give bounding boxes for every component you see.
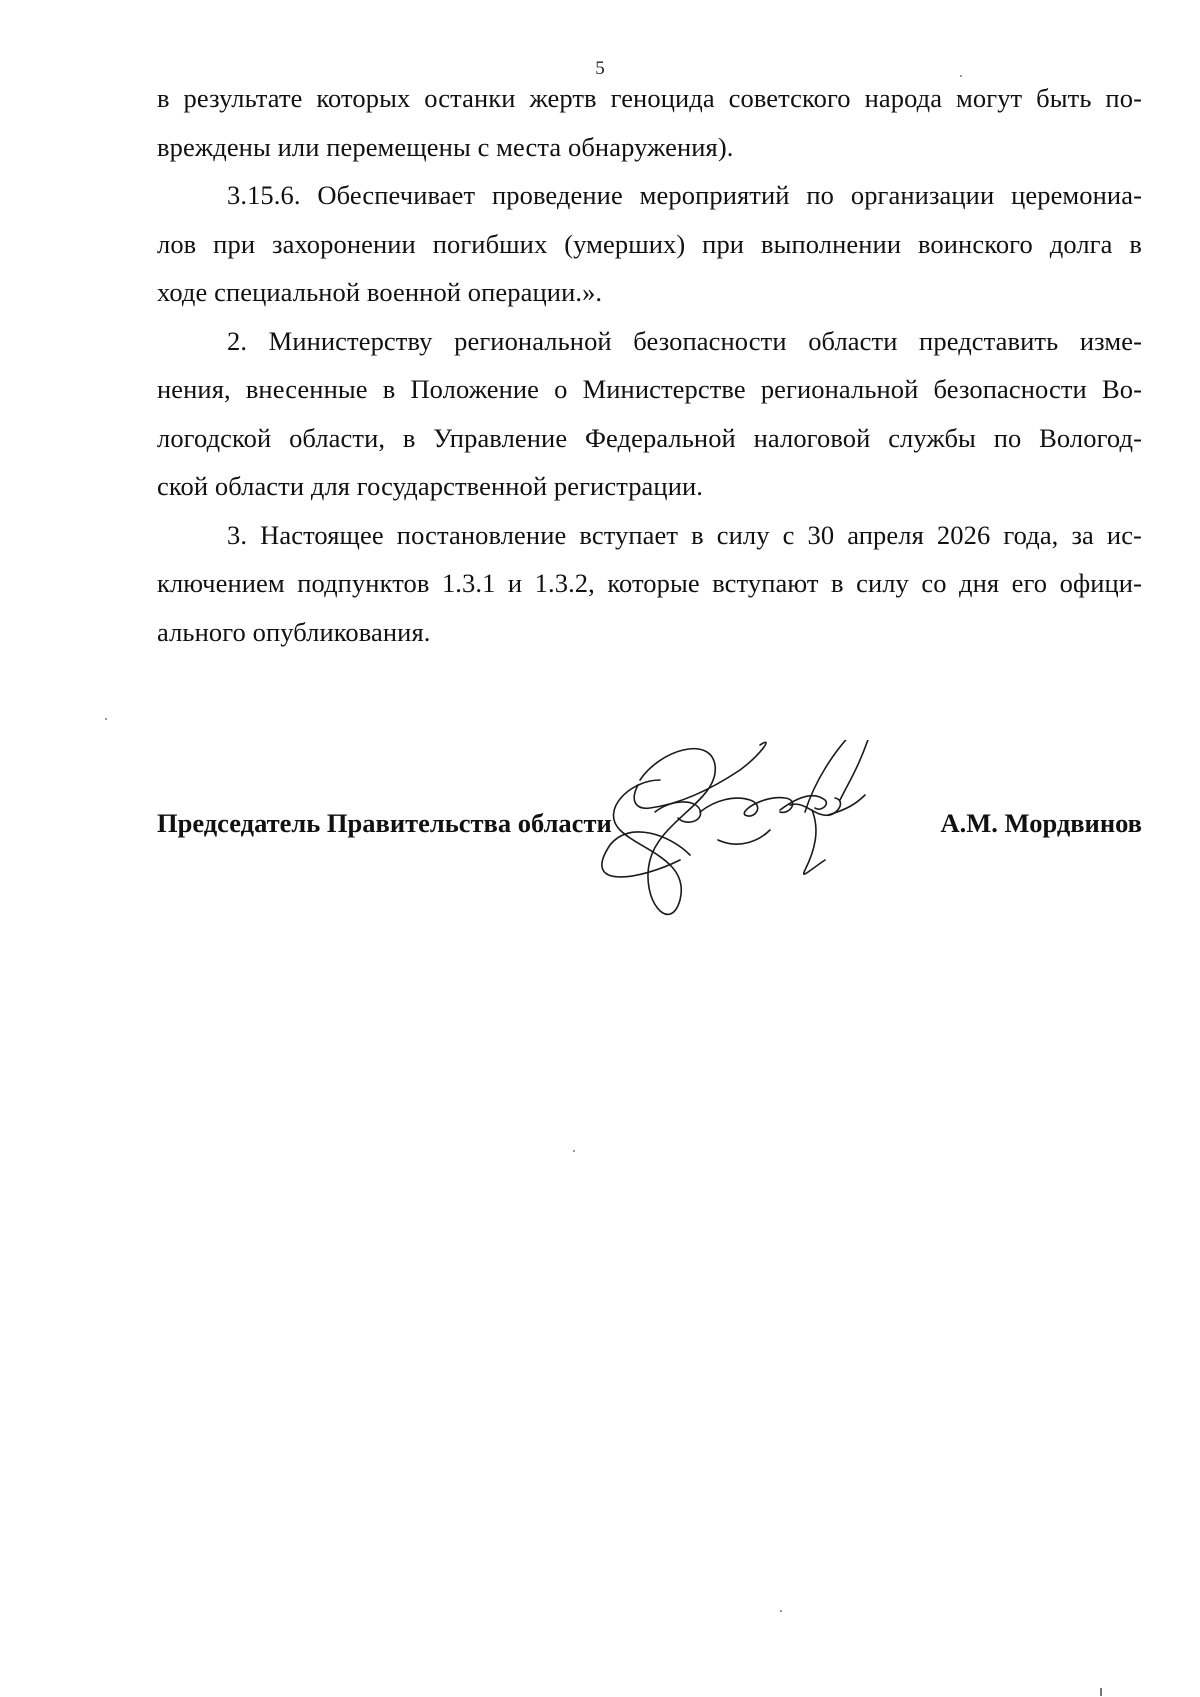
body-line: ской области для государственной регистрации. xyxy=(157,471,703,501)
body-line: в результате которых останки жертв геноцида советского народа могут быть по- xyxy=(157,83,1142,113)
document-body xyxy=(157,74,1142,656)
handwritten-signature xyxy=(600,740,970,940)
body-line: 3. Настоящее постановление вступает в силу с 30 апреля 2026 года, за ис- xyxy=(227,519,1142,550)
scan-speck xyxy=(780,1610,782,1612)
scan-speck xyxy=(573,1150,575,1152)
body-line: ключением подпунктов 1.3.1 и 1.3.2, которые вступают в силу со дня его офици- xyxy=(157,568,1142,598)
scan-speck xyxy=(1100,1688,1102,1696)
scan-speck xyxy=(960,75,962,77)
page-number: 5 xyxy=(595,58,605,79)
body-line: лов при захоронении погибших (умерших) при выполнении воинского долга в xyxy=(157,228,1142,259)
body-line: ходе специальной военной операции.». xyxy=(157,277,603,307)
signatory-title: Председатель Правительства области xyxy=(157,808,612,838)
body-line: 3.15.6. Обеспечивает проведение мероприятий по организации церемониа- xyxy=(227,180,1142,210)
body-line: нения, внесенные в Положение о Министерстве региональной безопасности Во- xyxy=(157,374,1142,404)
body-line: логодской области, в Управление Федеральной налоговой службы по Вологод- xyxy=(157,422,1142,453)
body-line: вреждены или перемещены с места обнаружения). xyxy=(157,131,734,162)
body-line: ального опубликования. xyxy=(157,616,431,647)
body-line: 2. Министерству региональной безопасности области представить изме- xyxy=(227,325,1142,356)
signatory-name: А.М. Мордвинов xyxy=(940,808,1142,838)
scan-speck xyxy=(105,718,107,720)
